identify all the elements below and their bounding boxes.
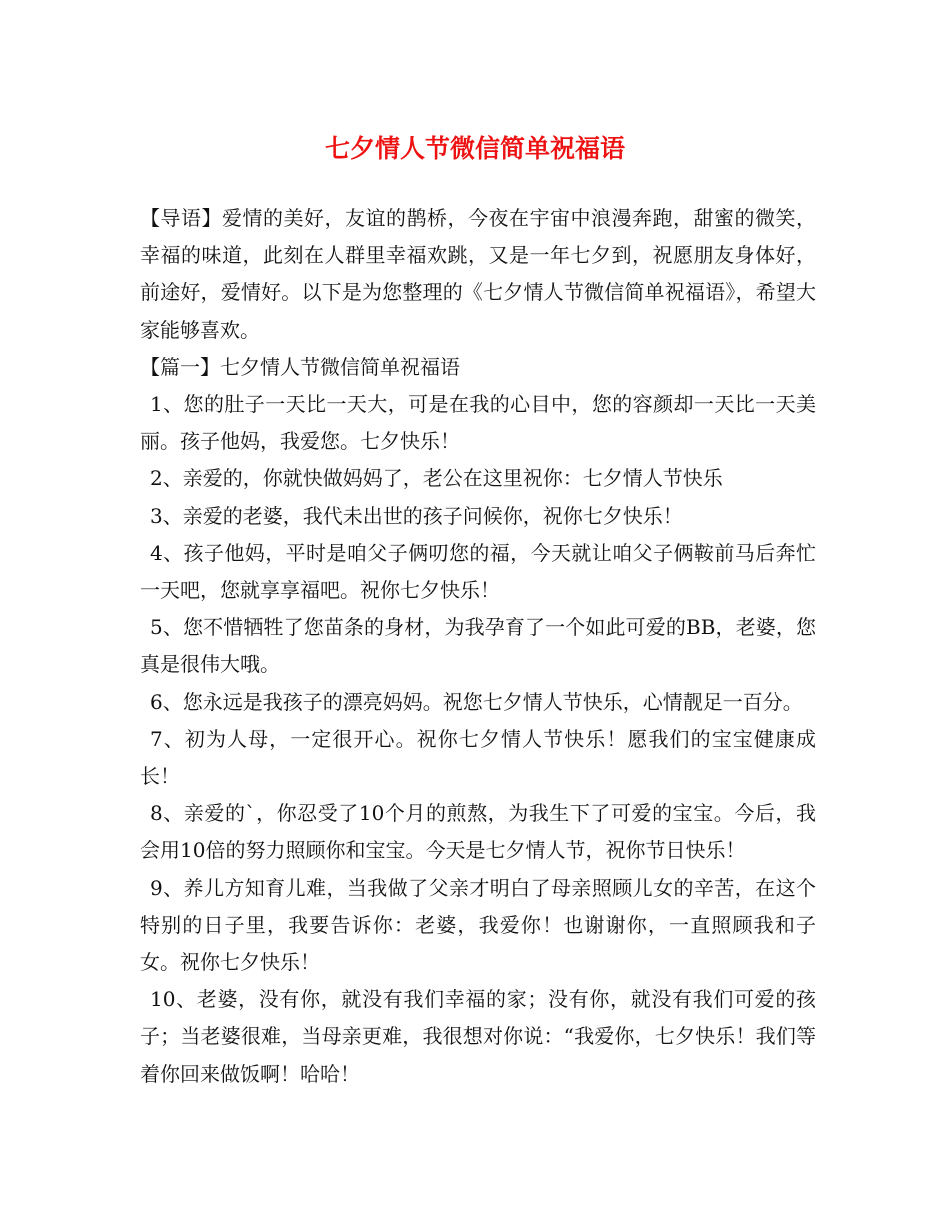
section-heading: 【篇一】七夕情人节微信简单祝福语 xyxy=(140,354,460,379)
list-item: 2、亲爱的，你就快做妈妈了，老公在这里祝你：七夕情人节快乐 xyxy=(150,466,723,491)
list-item: 3、亲爱的老婆，我代未出世的孩子问候你，祝你七夕快乐！ xyxy=(150,503,683,528)
list-item: 8、亲爱的`，你忍受了10个月的煎熬，为我生下了可爱的宝宝。今后，我会用10倍的努力照顾你和宝宝。今天是七夕情人节，祝你节日快乐！ xyxy=(140,801,816,863)
list-item: 1、您的肚子一天比一天大，可是在我的心目中，您的容颜却一天比一天美丽。孩子他妈，我爱您。七夕快乐！ xyxy=(140,392,816,454)
list-item: 4、孩子他妈，平时是咱父子俩叨您的福，今天就让咱父子俩鞍前马后奔忙一天吧，您就享享福吧。祝你七夕快乐！ xyxy=(140,540,816,603)
list-item: 5、您不惜牺牲了您苗条的身材，为我孕育了一个如此可爱的BB，老婆，您真是很伟大哦。 xyxy=(140,615,816,677)
list-item: 6、您永远是我孩子的漂亮妈妈。祝您七夕情人节快乐，心情靓足一百分。 xyxy=(150,689,803,714)
document-body xyxy=(140,200,816,1093)
intro-paragraph: 【导语】爱情的美好，友谊的鹊桥，今夜在宇宙中浪漫奔跑，甜蜜的微笑，幸福的味道，此刻在人群里幸福欢跳，又是一年七夕到，祝愿朋友身体好，前途好，爱情好。以下是为您整理的《七夕情人节微信简单祝福语》，希望大家能够喜欢。 xyxy=(140,206,816,342)
list-item: 9、养儿方知育儿难，当我做了父亲才明白了母亲照顾儿女的辛苦，在这个特别的日子里，我要告诉你：老婆，我爱你！也谢谢你，一直照顾我和子女。祝你七夕快乐！ xyxy=(140,875,816,975)
list-item: 7、初为人母，一定很开心。祝你七夕情人节快乐！愿我们的宝宝健康成长！ xyxy=(140,726,816,789)
list-item: 10、老婆，没有你，就没有我们幸福的家；没有你，就没有我们可爱的孩子；当老婆很难，当母亲更难，我很想对你说：“我爱你，七夕快乐！我们等着你回来做饭啊！哈哈！ xyxy=(140,987,816,1086)
document-title: 七夕情人节微信简单祝福语 xyxy=(324,134,625,163)
